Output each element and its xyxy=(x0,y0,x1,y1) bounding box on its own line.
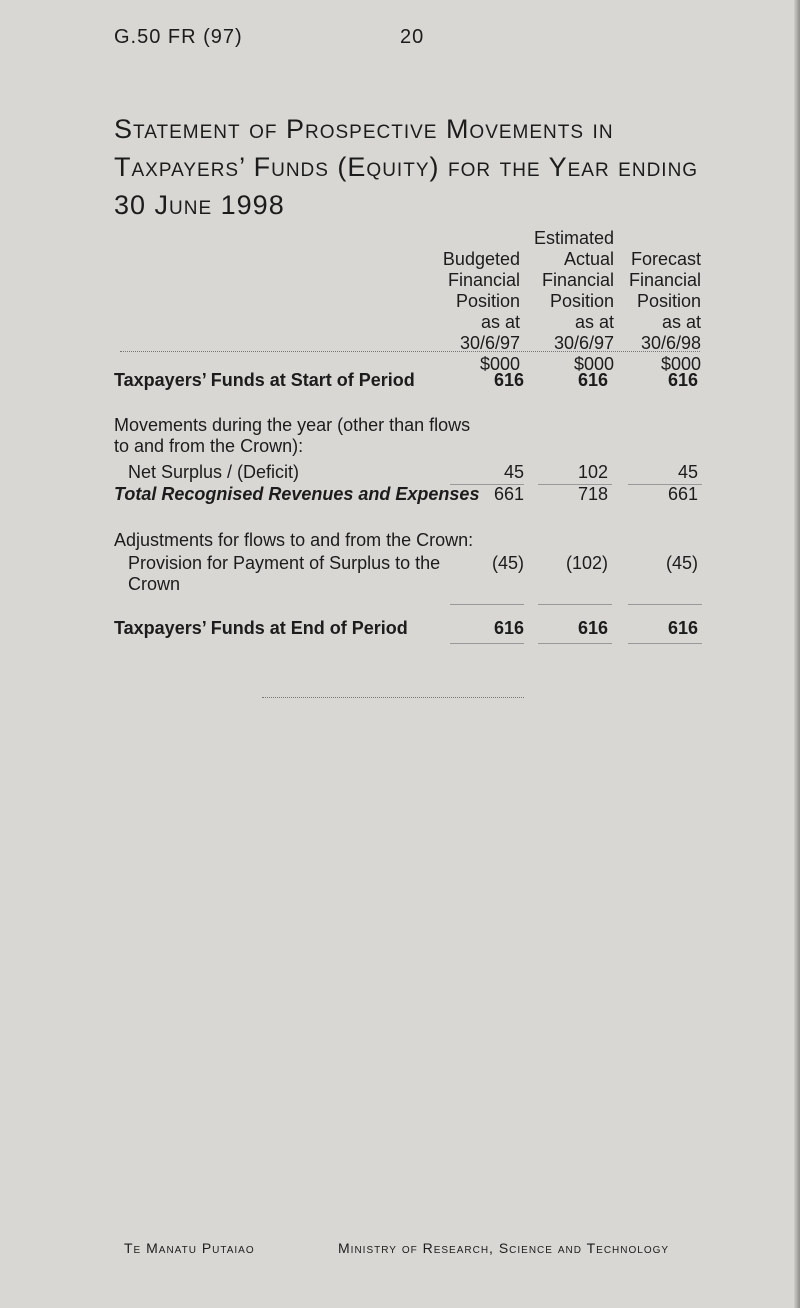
value-forecast: 661 xyxy=(667,484,698,504)
value-budgeted: 45 xyxy=(503,462,524,482)
footer-right: Ministry of Research, Science and Technology xyxy=(338,1240,670,1256)
row-label: Provision for Payment of Surplus to the Crown xyxy=(128,553,441,594)
value-estimated: (102) xyxy=(565,553,608,573)
row-label: Net Surplus / (Deficit) xyxy=(128,462,300,482)
document-code: G.50 FR (97) xyxy=(114,26,243,48)
total-rule xyxy=(538,604,612,605)
total-double-rule xyxy=(628,643,702,644)
footer-left: Te Manatu Putaiao xyxy=(124,1240,255,1256)
end-divider xyxy=(262,697,524,698)
column-header-forecast: Forecast Financial Position as at 30/6/98 $000 xyxy=(628,249,701,374)
page-edge xyxy=(794,0,800,1308)
value-forecast: 616 xyxy=(667,370,698,390)
total-double-rule xyxy=(450,643,524,644)
value-estimated: 616 xyxy=(577,370,608,390)
row-label: Total Recognised Revenues and Expenses xyxy=(114,484,480,504)
value-budgeted: 616 xyxy=(493,370,524,390)
column-header-budgeted: Budgeted Financial Position as at 30/6/97 $000 xyxy=(442,249,520,374)
page-number: 20 xyxy=(400,26,425,48)
row-label: Taxpayers’ Funds at Start of Period xyxy=(114,370,415,390)
value-estimated: 616 xyxy=(577,618,608,638)
adjustments-heading: Adjustments for flows to and from the Crown: xyxy=(114,530,474,550)
value-forecast: (45) xyxy=(665,553,698,573)
total-double-rule xyxy=(538,643,612,644)
value-estimated: 718 xyxy=(577,484,608,504)
total-rule xyxy=(628,604,702,605)
value-estimated: 102 xyxy=(577,462,608,482)
movements-heading: Movements during the year (other than flows to and from the Crown): xyxy=(114,415,471,456)
total-rule xyxy=(450,604,524,605)
row-label: Taxpayers’ Funds at End of Period xyxy=(114,618,408,638)
value-budgeted: (45) xyxy=(491,553,524,573)
value-budgeted: 661 xyxy=(493,484,524,504)
value-forecast: 616 xyxy=(667,618,698,638)
header-divider xyxy=(120,351,700,352)
statement-title: Statement of Prospective Movements in Taxpayers’ Funds (Equity) for the Year ending 30 June 1998 xyxy=(114,114,699,220)
value-budgeted: 616 xyxy=(493,618,524,638)
column-header-estimated-actual: Estimated Actual Financial Position as at 30/6/97 $000 xyxy=(533,228,614,374)
value-forecast: 45 xyxy=(677,462,698,482)
